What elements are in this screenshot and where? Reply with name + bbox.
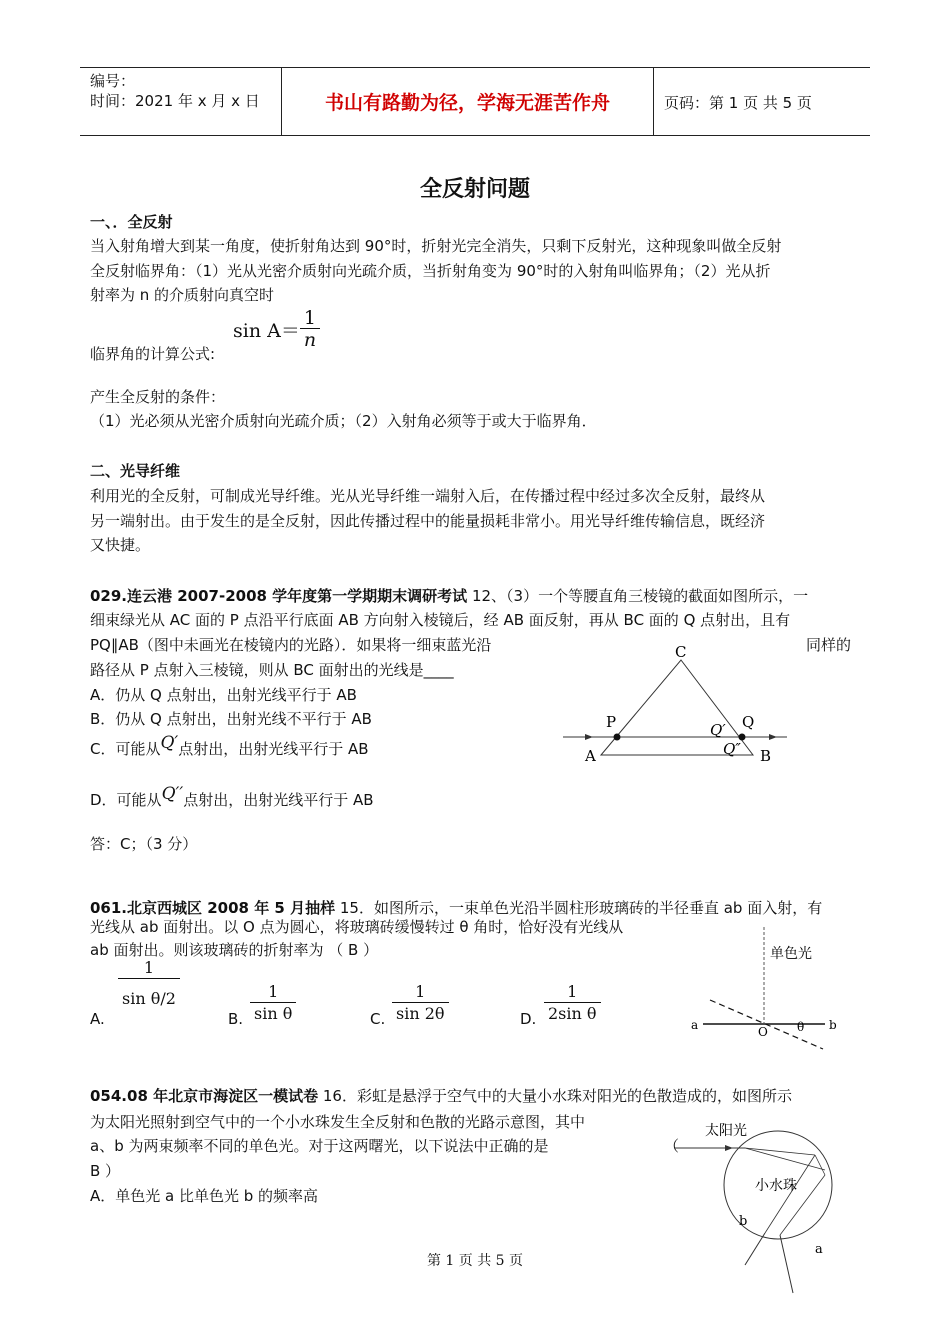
q1-line4: 路径从 P 点射入三棱镜，则从 BC 面射出的光线是____	[90, 661, 454, 679]
q2-option-b-frac	[250, 982, 296, 1025]
q1-line1-rest: 12、（3）一个等腰直角三棱镜的截面如图所示，一	[467, 587, 809, 605]
ray-arrow-out-icon	[769, 734, 777, 740]
formula-lhs: sin A＝	[233, 320, 300, 342]
q2-option-b-num: 1	[250, 982, 296, 1003]
q2-option-a	[90, 958, 190, 1028]
q2-line3: ab 面射出。则该玻璃砖的折射率为 （ B ）	[90, 941, 379, 959]
section1-heading: 一、．全反射	[90, 213, 173, 231]
serial-label: 编号：	[90, 72, 136, 90]
q3-line3: a、b 为两束频率不同的单色光。对于这两曙光，以下说法中正确的是	[90, 1137, 549, 1155]
label-water-droplet: 小水珠	[755, 1178, 797, 1194]
q2-option-d-num: 1	[544, 982, 601, 1003]
motto-box	[281, 67, 654, 135]
q3-line1-rest: 16．彩虹是悬浮于空气中的大量小水珠对阳光的色散造成的，如图所示	[318, 1087, 792, 1105]
q1-line2: 细束绿光从 AC 面的 P 点沿平行底面 AB 方向射入棱镜后，经 AB 面反射，再从 BC 面的 Q 点射出，且有	[90, 611, 791, 629]
page-footer: 第 1 页 共 5 页	[426, 1253, 524, 1269]
q2-option-b-label: B.	[228, 1010, 244, 1028]
q2-option-d-label: D.	[520, 1010, 537, 1028]
label-o: O	[758, 1025, 768, 1039]
q1-option-d	[90, 784, 860, 812]
q1-line3b: 同样的	[806, 636, 852, 654]
label-a: A	[585, 747, 596, 765]
label-theta: θ	[797, 1020, 805, 1034]
internal-ray-3	[815, 1155, 825, 1175]
label-q: Q	[742, 713, 755, 731]
formula-numerator: 1	[300, 308, 320, 329]
header-bottom-rule	[80, 135, 870, 136]
section1-line1: 当入射角增大到某一角度，使折射角达到 90°时，折射光完全消失，只剩下反射光，这种现象叫做全反射	[90, 237, 782, 255]
q2-option-a-frac	[118, 958, 180, 1019]
q3-line1	[90, 1084, 860, 1108]
condition-text: （1）光必须从光密介质射向光疏介质；（2）入射角必须等于或大于临界角．	[90, 412, 597, 430]
section2-line2: 另一端射出。由于发生的是全反射，因此传播过程中的能量损耗非常小。用光导纤维传输信息，既经济	[90, 512, 766, 530]
page-label: 页码：第 1 页 共 5 页	[664, 94, 812, 112]
prism-figure	[555, 640, 800, 770]
label-ray-b: b	[739, 1214, 748, 1229]
q1-option-b: B．仍从 Q 点射出，出射光线不平行于 AB	[90, 710, 372, 728]
formula-denominator: n	[303, 329, 317, 351]
q1-option-d-post: 点射出，出射光线平行于 AB	[183, 791, 374, 809]
glass-brick-figure	[685, 925, 860, 1055]
q1-option-c-point: Q′	[160, 733, 179, 753]
q1-option-c-post: 点射出，出射光线平行于 AB	[178, 740, 369, 758]
q2-source: 061.北京西城区 2008 年 5 月抽样	[90, 899, 336, 917]
ray-arrow-in-icon	[585, 734, 593, 740]
label-a-point: a	[691, 1018, 699, 1032]
q1-answer: 答：C；（3 分）	[90, 835, 198, 853]
label-p: P	[606, 713, 617, 731]
section2-heading: 二、光导纤维	[90, 462, 181, 480]
q2-option-d-den: 2sin θ	[548, 1004, 597, 1023]
label-q-prime: Q′	[710, 721, 726, 739]
q2-option-a-label: A.	[90, 1010, 105, 1028]
q1-option-a: A．仍从 Q 点射出，出射光线平行于 AB	[90, 686, 357, 704]
q2-line1-rest: 15．如图所示，一束单色光沿半圆柱形玻璃砖的半径垂直 ab 面入射，有	[335, 899, 823, 917]
section2-line1: 利用光的全反射，可制成光导纤维。光从光导纤维一端射入后，在传播过程中经过多次全反射，最终从	[90, 487, 766, 505]
page-title: 全反射问题	[419, 177, 530, 202]
time-label: 时间：2021 年 x 月 x 日	[90, 92, 260, 110]
q2-option-c-label: C.	[370, 1010, 386, 1028]
q1-option-d-point: Q′′	[161, 784, 184, 804]
internal-ray-2	[745, 1148, 825, 1170]
q1-line3a: PQ∥AB（图中未画光在棱镜内的光路）．如果将一细束蓝光沿	[90, 636, 492, 654]
condition-title: 产生全反射的条件：	[90, 388, 226, 406]
q2-option-c-den: sin 2θ	[396, 1004, 445, 1023]
sunlight-arrow-icon	[725, 1145, 733, 1151]
label-c: C	[675, 643, 687, 661]
q3-line4: B ）	[90, 1162, 121, 1180]
q3-line2: 为太阳光照射到空气中的一个小水珠发生全反射和色散的光路示意图，其中	[90, 1113, 586, 1131]
q3-option-a: A．单色光 a 比单色光 b 的频率高	[90, 1187, 319, 1205]
label-monochrome-light: 单色光	[770, 946, 812, 962]
point-p-dot	[614, 734, 621, 741]
q2-option-d-frac	[544, 982, 601, 1025]
q2-option-d	[520, 982, 640, 1032]
label-sunlight: 太阳光	[705, 1123, 747, 1139]
internal-ray-1	[745, 1148, 815, 1155]
section1-line3: 射率为 n 的介质射向真空时	[90, 286, 275, 304]
q1-option-c-pre: C．可能从	[90, 740, 161, 758]
q2-option-a-num: 1	[118, 958, 180, 979]
q2-option-c-frac	[392, 982, 449, 1025]
section2-line3: 又快捷。	[90, 536, 151, 554]
label-b-point: b	[829, 1018, 837, 1032]
q1-source: 029.连云港 2007-2008 学年度第一学期期末调研考试	[90, 587, 468, 605]
q2-option-b	[228, 982, 328, 1032]
q3-line3-paren: （	[664, 1137, 680, 1155]
motto: 书山有路勤为径，学海无涯苦作舟	[324, 92, 610, 114]
q2-option-c-num: 1	[392, 982, 449, 1003]
q1-option-d-pre: D．可能从	[90, 791, 162, 809]
label-ray-a: a	[815, 1242, 823, 1257]
label-b: B	[760, 747, 772, 765]
q2-option-a-den: sin θ/2	[122, 989, 176, 1008]
label-q-double-prime: Q″	[723, 740, 741, 758]
q1-line1	[90, 584, 860, 608]
q3-source: 054.08 年北京市海淀区一模试卷	[90, 1087, 319, 1105]
q2-option-b-den: sin θ	[254, 1004, 293, 1023]
q2-line2: 光线从 ab 面射出。以 O 点为圆心，将玻璃砖缓慢转过 θ 角时，恰好没有光线从	[90, 918, 624, 936]
section1-line2: 全反射临界角：（1）光从光密介质射向光疏介质，当折射角变为 90°时的入射角叫临界角；（2）光从折	[90, 262, 771, 280]
formula-label: 临界角的计算公式:	[90, 345, 216, 363]
q2-option-c	[370, 982, 480, 1032]
